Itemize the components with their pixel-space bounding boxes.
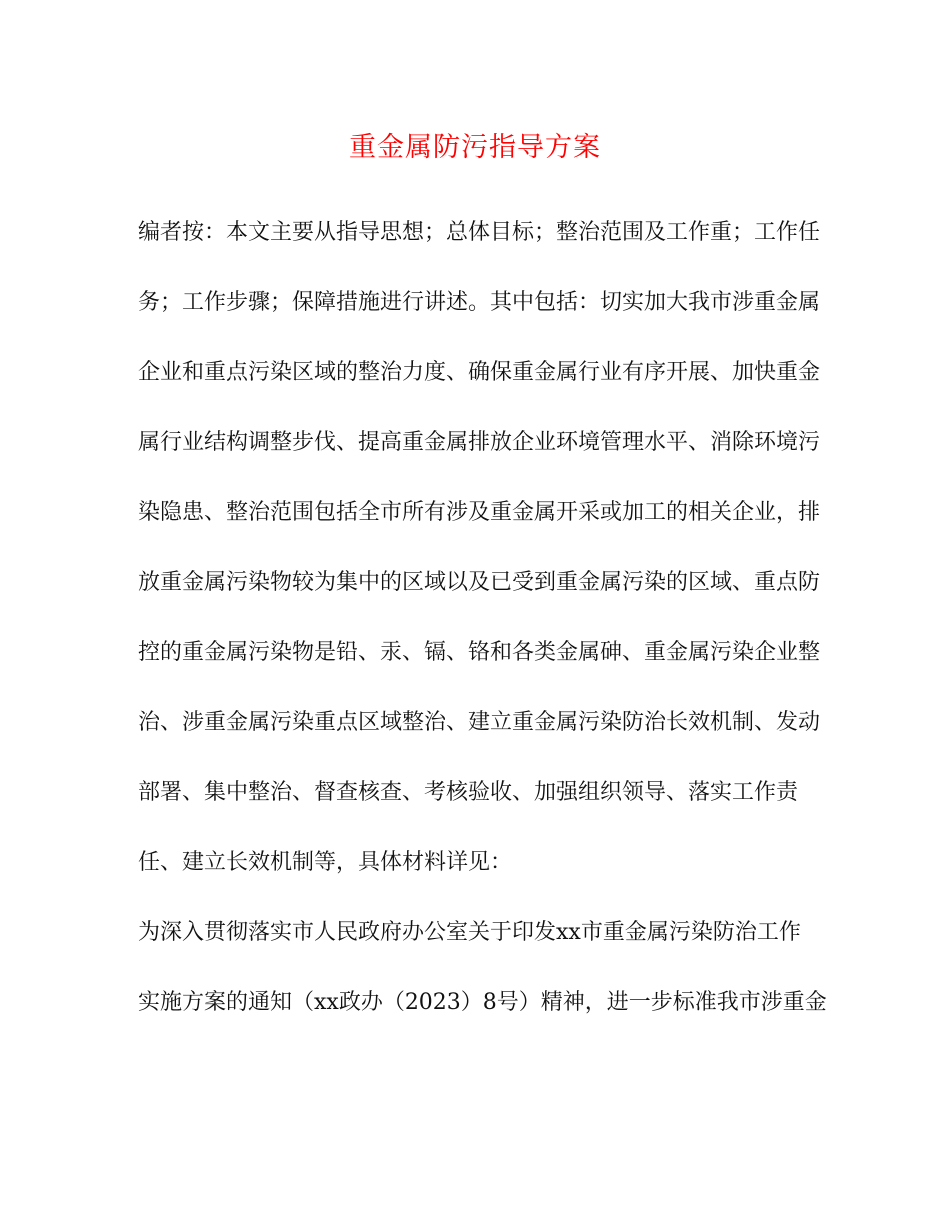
document-title: 重金属防污指导方案	[349, 132, 601, 163]
text-line-11: 为深入贯彻落实市人民政府办公室关于印发xx市重金属污染防治工作	[138, 920, 801, 945]
text-line-4: 属行业结构调整步伐、提高重金属排放企业环境管理水平、消除环境污	[138, 430, 821, 455]
text-line-10: 任、建立长效机制等，具体材料详见：	[138, 850, 513, 875]
text-line-9: 部署、集中整治、督查核查、考核验收、加强组织领导、落实工作责	[138, 780, 799, 805]
text-line-8: 治、涉重金属污染重点区域整治、建立重金属污染防治长效机制、发动	[138, 710, 821, 735]
text-line-12: 实施方案的通知（xx政办（2023）8号）精神，进一步标准我市涉重金	[138, 990, 827, 1015]
text-line-5: 染隐患、整治范围包括全市所有涉及重金属开采或加工的相关企业，排	[138, 500, 821, 525]
text-line-7: 控的重金属污染物是铅、汞、镉、铬和各类金属砷、重金属污染企业整	[138, 640, 821, 665]
text-line-1: 编者按：本文主要从指导思想；总体目标；整治范围及工作重；工作任	[138, 220, 821, 245]
text-line-3: 企业和重点污染区域的整治力度、确保重金属行业有序开展、加快重金	[138, 360, 821, 385]
text-line-2: 务；工作步骤；保障措施进行讲述。其中包括：切实加大我市涉重金属	[138, 290, 821, 315]
text-line-6: 放重金属污染物较为集中的区域以及已受到重金属污染的区域、重点防	[138, 570, 821, 595]
